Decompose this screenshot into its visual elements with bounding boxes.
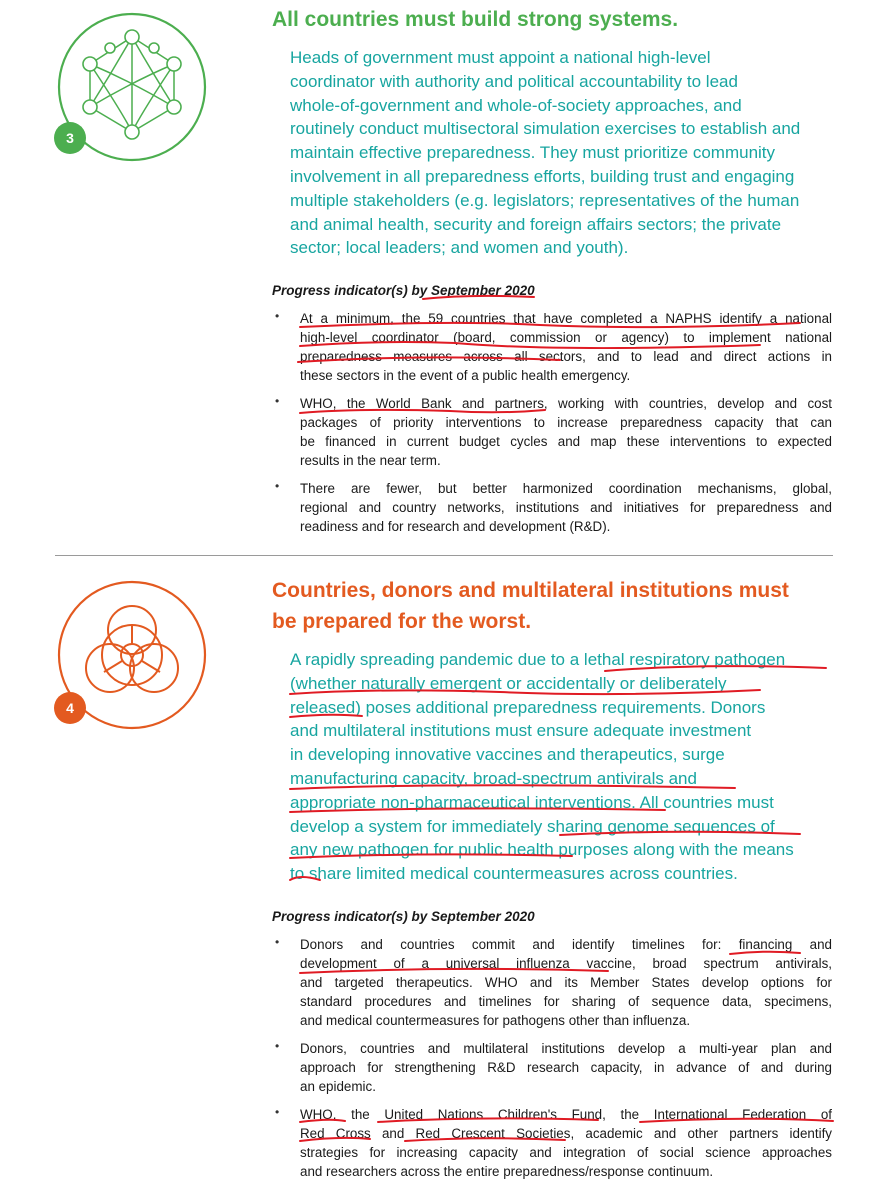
body-line: involvement in all preparedness efforts, building trust and engaging (290, 166, 795, 186)
section-number-badge: 3 (54, 122, 86, 154)
progress-indicator-title: Progress indicator(s) by September 2020 (272, 909, 535, 924)
body-line: (whether naturally emergent or accidentally or deliberately (290, 673, 727, 693)
body-line: and multilateral institutions must ensure adequate investment (290, 721, 752, 741)
bullet-line: preparedness measures across all sectors, and to lead and direct actions in (300, 349, 832, 364)
progress-bullet-list (272, 935, 832, 1181)
body-line: sector; local leaders; and women and youth). (290, 238, 629, 258)
section-divider (55, 555, 833, 556)
bullet-line: • WHO, the World Bank and partners, working with countries, develop and cost (300, 396, 832, 411)
bullet-line: readiness and for research and development (R&D). (300, 519, 611, 534)
body-line: routinely conduct multisectoral simulation exercises to establish and (290, 119, 801, 139)
bullet-line: approach for strengthening R&D research capacity, in advance of and during (300, 1060, 832, 1075)
bullet-line: • WHO, the United Nations Children's Fund, the International Federation of (300, 1107, 832, 1122)
body-line: Heads of government must appoint a national high-level (290, 48, 711, 67)
progress-bullet-list (272, 309, 832, 536)
heading-line: be prepared for the worst. (272, 610, 532, 633)
bullet-line: • There are fewer, but better harmonized coordination mechanisms, global, (300, 481, 832, 496)
progress-indicator-title: Progress indicator(s) by September 2020 (272, 283, 535, 298)
body-line: to share limited medical countermeasures across countries. (290, 864, 738, 884)
bullet-line: these sectors in the event of a public health emergency. (300, 368, 631, 383)
bullet-line: and medical countermeasures for pathogens other than influenza. (300, 1013, 691, 1028)
bullet-line: results in the near term. (300, 453, 441, 468)
body-line: in developing innovative vaccines and therapeutics, surge (290, 745, 725, 765)
body-line: appropriate non-pharmaceutical interventions. All countries must (290, 792, 774, 812)
section-body (290, 46, 840, 260)
bullet-line: be financed in current budget cycles and map these interventions to expected (300, 434, 832, 449)
bullet-line: • Donors, countries and multilateral institutions develop a multi-year plan and (300, 1041, 832, 1056)
bullet-line: high-level coordinator (board, commission or agency) to implement national (300, 330, 832, 345)
body-line: manufacturing capacity, broad-spectrum antivirals and (290, 768, 697, 788)
list-item (272, 394, 832, 470)
list-item (272, 1039, 832, 1096)
body-line: multiple stakeholders (e.g. legislators; representatives of the human (290, 190, 800, 210)
bullet-line: development of a universal influenza vaccine, broad spectrum antivirals, (300, 956, 832, 971)
body-line: maintain effective preparedness. They must prioritize community (290, 143, 776, 163)
body-line: any new pathogen for public health purposes along with the means (290, 840, 794, 860)
bullet-line: • At a minimum, the 59 countries that have completed a NAPHS identify a national (300, 311, 832, 326)
list-item (272, 479, 832, 536)
bullet-line: strategies for increasing capacity and integration of social science approaches (300, 1145, 832, 1160)
body-line: and animal health, security and foreign affairs sectors; the private (290, 214, 782, 234)
bullet-line: standard procedures and timelines for sharing of sequence data, specimens, (300, 994, 832, 1009)
bullet-line: and researchers across the entire preparedness/response continuum. (300, 1164, 714, 1179)
section-number-badge: 4 (54, 692, 86, 724)
bullet-line: an epidemic. (300, 1079, 376, 1094)
bullet-line: • Donors and countries commit and identify timelines for: financing and (300, 937, 832, 952)
list-item (272, 935, 832, 1030)
body-line: released) poses additional preparedness requirements. Donors (290, 697, 766, 717)
body-line: A rapidly spreading pandemic due to a lethal respiratory pathogen (290, 650, 786, 669)
bullet-line: regional and country networks, institutions and initiatives for preparedness and (300, 500, 832, 515)
heading-line: Countries, donors and multilateral institutions must (272, 579, 789, 602)
bullet-line: Red Cross and Red Crescent Societies, academic and other partners identify (300, 1126, 832, 1141)
list-item (272, 309, 832, 385)
body-line: whole-of-government and whole-of-society approaches, and (290, 95, 742, 115)
list-item (272, 1105, 832, 1181)
section-heading: All countries must build strong systems. (272, 8, 679, 31)
body-line: develop a system for immediately sharing genome sequences of (290, 816, 775, 836)
body-line: coordinator with authority and political accountability to lead (290, 71, 738, 91)
bullet-line: packages of priority interventions to increase preparedness capacity that can (300, 415, 832, 430)
bullet-line: and targeted therapeutics. WHO and its Member States develop options for (300, 975, 832, 990)
section-heading (272, 575, 789, 637)
section-body (290, 648, 840, 886)
